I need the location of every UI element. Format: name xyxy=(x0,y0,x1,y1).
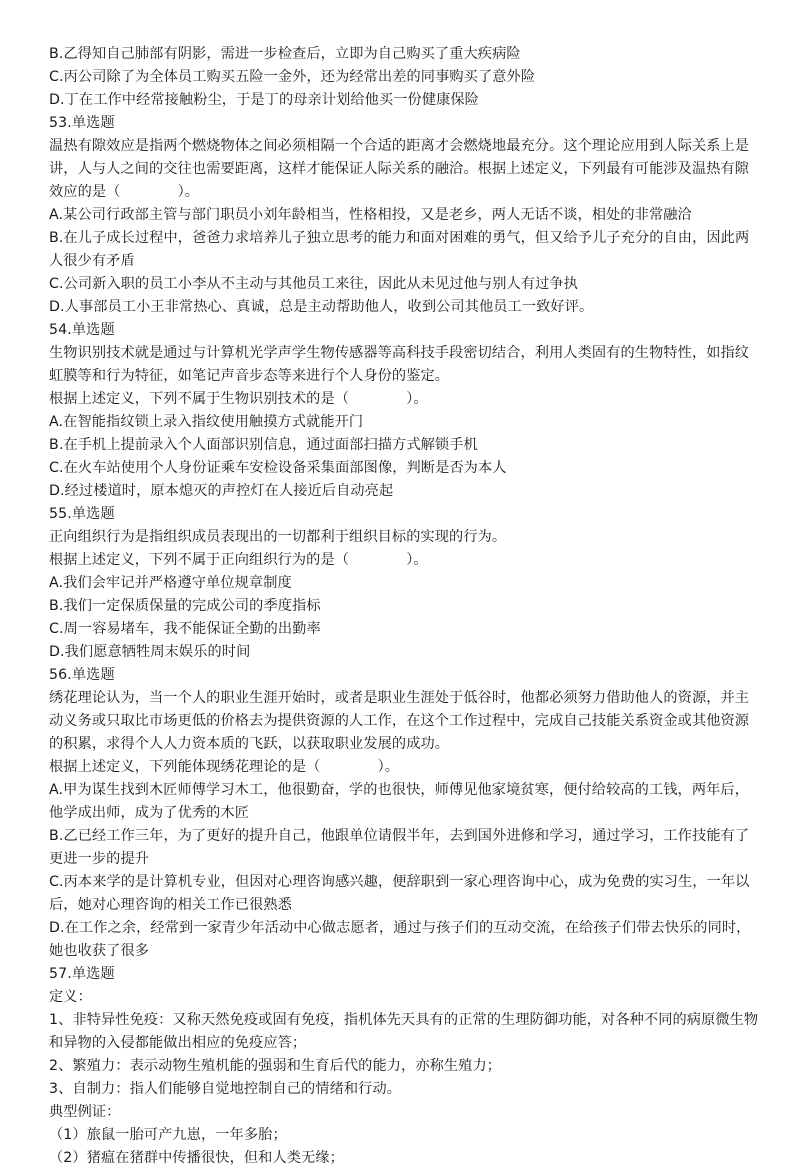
answer-option: B.乙已经工作三年，为了更好的提升自己，他跟单位请假半年，去到国外进修和学习，通过学习，工作技能有了 xyxy=(49,828,750,844)
answer-option: A.在智能指纹锁上录入指纹使用触摸方式就能开门 xyxy=(49,414,364,430)
answer-option: C.在火车站使用个人身份证乘车安检设备采集面部图像，判断是否为本人 xyxy=(49,460,507,476)
answer-option: D.在工作之余，经常到一家青少年活动中心做志愿者，通过与孩子们的互动交流，在给孩子们带去快乐的同时， xyxy=(49,920,751,936)
question-header: 54.单选题 xyxy=(49,322,115,338)
answer-option: C.丙本来学的是计算机专业，但因对心理咨询感兴趣，便辞职到一家心理咨询中心，成为免费的实习生，一年以 xyxy=(49,874,750,890)
document-body xyxy=(49,43,761,1170)
answer-option: D.丁在工作中经常接触粉尘，于是丁的母亲计划给他买一份健康保险 xyxy=(49,92,479,108)
text-line: 他学成出师，成为了优秀的木匠 xyxy=(49,805,250,821)
answer-option: B.我们一定保质保量的完成公司的季度指标 xyxy=(49,598,321,614)
text-line: 1、非特异性免疫：又称天然免疫或固有免疫，指机体先天具有的正常的生理防御功能，对各种不同的病原微生物 xyxy=(49,1012,759,1028)
answer-option: D.人事部员工小王非常热心、真诚，总是主动帮助他人，收到公司其他员工一致好评。 xyxy=(49,299,594,315)
text-line: 绣花理论认为，当一个人的职业生涯开始时，或者是职业生涯处于低谷时，他都必须努力借助他人的资源，并主 xyxy=(49,690,750,706)
answer-option: B.在手机上提前录入个人面部识别信息，通过面部扫描方式解锁手机 xyxy=(49,437,478,453)
answer-option: C.丙公司除了为全体员工购买五险一金外，还为经常出差的同事购买了意外险 xyxy=(49,69,536,85)
answer-option: B.乙得知自己肺部有阴影，需进一步检查后，立即为自己购买了重大疾病险 xyxy=(49,46,521,62)
text-line: 根据上述定义，下列不属于正向组织行为的是（ ）。 xyxy=(49,552,428,568)
question-header: 55.单选题 xyxy=(49,506,115,522)
text-line: 温热有隙效应是指两个燃烧物体之间必须相隔一个合适的距离才会燃烧地最充分。这个理论应用到人际关系上是 xyxy=(49,138,750,154)
text-line: （2）猪瘟在猪群中传播很快，但和人类无缘； xyxy=(49,1150,344,1166)
question-header: 53.单选题 xyxy=(49,115,115,131)
text-line: 动义务或只取比市场更低的价格去为提供资源的人工作，在这个工作过程中，完成自己技能关系资金或其他资源 xyxy=(49,713,750,729)
text-line: 人很少有矛盾 xyxy=(49,253,135,269)
text-line: 根据上述定义，下列能体现绣花理论的是（ ）。 xyxy=(49,759,400,775)
text-line: 正向组织行为是指组织成员表现出的一切都利于组织目标的实现的行为。 xyxy=(49,529,507,545)
text-line: 更进一步的提升 xyxy=(49,851,150,867)
text-line: 她也收获了很多 xyxy=(49,943,150,959)
text-line: 虹膜等和行为特征，如笔记声音步态等来进行个人身份的鉴定。 xyxy=(49,368,450,384)
answer-option: A.我们会牢记并严格遵守单位规章制度 xyxy=(49,575,292,591)
text-line: （1）旅鼠一胎可产九崽，一年多胎； xyxy=(49,1127,287,1143)
answer-option: A.某公司行政部主管与部门职员小刘年龄相当，性格相投，又是老乡，两人无话不谈，相处的非常融洽 xyxy=(49,207,692,223)
text-line: 效应的是（ ）。 xyxy=(49,184,200,200)
answer-option: C.公司新入职的员工小李从不主动与其他员工来往，因此从未见过他与别人有过争执 xyxy=(49,276,578,292)
text-line: 的积累，求得个人人力资本质的飞跃，以获取职业发展的成功。 xyxy=(49,736,450,752)
text-line: 后，她对心理咨询的相关工作已很熟悉 xyxy=(49,897,292,913)
answer-option: C.周一容易堵车，我不能保证全勤的出勤率 xyxy=(49,621,321,637)
text-line: 定义： xyxy=(49,989,92,1005)
question-header: 57.单选题 xyxy=(49,966,115,982)
text-line: 典型例证： xyxy=(49,1104,121,1120)
question-header: 56.单选题 xyxy=(49,667,115,683)
text-line: 生物识别技术就是通过与计算机光学声学生物传感器等高科技手段密切结合，利用人类固有的生物特性，如指纹 xyxy=(49,345,750,361)
text-line: 2、繁殖力：表示动物生殖机能的强弱和生育后代的能力，亦称生殖力； xyxy=(49,1058,502,1074)
answer-option: D.经过楼道时，原本熄灭的声控灯在人接近后自动亮起 xyxy=(49,483,394,499)
answer-option: D.我们愿意牺牲周末娱乐的时间 xyxy=(49,644,251,660)
text-line: 讲，人与人之间的交往也需要距离，这样才能保证人际关系的融洽。根据上述定义，下列最有可能涉及温热有隙 xyxy=(49,161,750,177)
text-line: 3、自制力：指人们能够自觉地控制自己的情绪和行动。 xyxy=(49,1081,402,1097)
text-line: 和异物的入侵都能做出相应的免疫应答； xyxy=(49,1035,307,1051)
text-line: 根据上述定义，下列不属于生物识别技术的是（ ）。 xyxy=(49,391,428,407)
answer-option: B.在儿子成长过程中，爸爸力求培养儿子独立思考的能力和面对困难的勇气，但又给予儿子充分的自由，因此两 xyxy=(49,230,750,246)
answer-option: A.甲为谋生找到木匠师傅学习木工，他很勤奋，学的也很快，师傅见他家境贫寒，便付给较高的工钱，两年后， xyxy=(49,782,749,798)
